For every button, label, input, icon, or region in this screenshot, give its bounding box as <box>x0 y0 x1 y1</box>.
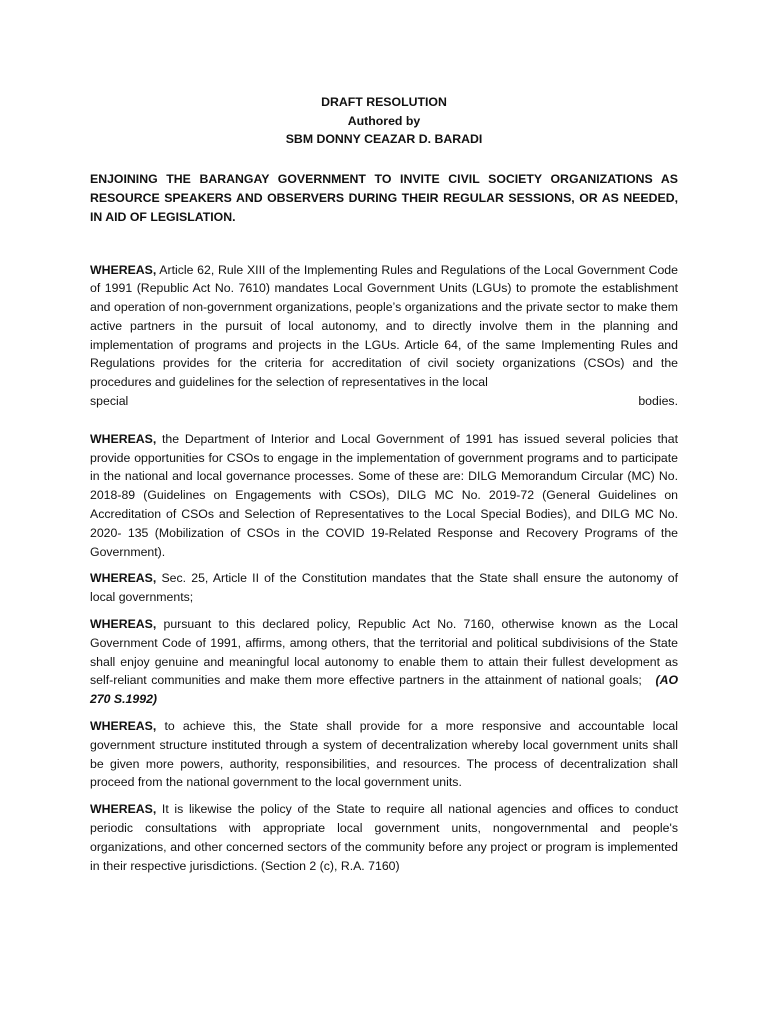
header-authored-by: Authored by <box>347 113 421 128</box>
paragraph-text: Article 62, Rule XIII of the Implementing Rules and Regulations of the Local Government Code of 1991 (Republic Act No. 7610) mandates Local Government Units (LGUs) to promote the establishment and operation of non-government organizations, people’s organizations and the private sector to make them active partners in the pursuit of local autonomy, and to directly involve them in the planning and implementation of programs and projects in the LGUs. Article 64, of the same Implementing Rules and Regulations provides for the criteria for accreditation of civil society organizations (CSOs) and the procedures and guidelines for the selection of representatives in the local <box>90 262 678 390</box>
whereas-paragraph-3 <box>90 569 678 607</box>
resolution-title: ENJOINING THE BARANGAY GOVERNMENT TO INVITE CIVIL SOCIETY ORGANIZATIONS AS RESOURCE SPEAKERS AND OBSERVERS DURING THEIR REGULAR SESSIONS, OR AS NEEDED, IN AID OF LEGISLATION. <box>90 171 678 224</box>
paragraph-tail-line <box>90 392 678 411</box>
whereas-paragraph-4 <box>90 615 678 709</box>
whereas-lead: WHEREAS, <box>90 719 157 734</box>
paragraph-text: pursuant to this declared policy, Republic Act No. 7160, otherwise known as the Local Government Code of 1991, affirms, among others, that the territorial and political subdivisions of the State shall enjoy genuine and meaningful local autonomy to enable them to attain their fullest development as self-reliant communities and make them more effective partners in the attainment of national goals; <box>90 617 678 688</box>
document-header <box>90 93 678 149</box>
header-author-name: SBM DONNY CEAZAR D. BARADI <box>285 132 483 146</box>
whereas-paragraph-5 <box>90 717 678 792</box>
whereas-paragraph-6 <box>90 800 678 875</box>
paragraph-text: It is likewise the policy of the State to require all national agencies and offices to conduct periodic consultations with appropriate local government units, nongovernmental and people's organizations, and other concerned sectors of the community before any project or program is implemented in their respective jurisdictions. (Section 2 (c), R.A. 7160) <box>90 802 678 873</box>
whereas-lead: WHEREAS, <box>90 617 157 632</box>
paragraph-text: the Department of Interior and Local Government of 1991 has issued several policies that provide opportunities for CSOs to engage in the implementation of government programs and to participate in the national and local governance processes. Some of these are: DILG Memorandum Circular (MC) No. 2018-89 (Guidelines on Engagements with CSOs), DILG MC No. 2019-72 (General Guidelines on Accreditation of CSOs and Selection of Representatives to the Local Special Bodies), and DILG MC No. 2020- 135 (Mobilization of CSOs in the COVID 19-Related Response and Recovery Programs of the Government). <box>90 431 678 559</box>
whereas-lead: WHEREAS, <box>90 571 157 586</box>
document-page <box>90 93 678 875</box>
whereas-lead: WHEREAS, <box>90 262 157 277</box>
whereas-paragraph-1 <box>90 261 678 411</box>
paragraph-text: Sec. 25, Article II of the Constitution mandates that the State shall ensure the autonomy of local governments; <box>90 571 678 605</box>
whereas-lead: WHEREAS, <box>90 802 157 817</box>
tail-right-word: bodies. <box>638 394 678 409</box>
whereas-paragraph-2 <box>90 430 678 562</box>
whereas-lead: WHEREAS, <box>90 431 157 446</box>
tail-left-word: special <box>90 394 129 409</box>
header-draft-resolution: DRAFT RESOLUTION <box>321 95 447 109</box>
paragraph-text: to achieve this, the State shall provide for a more responsive and accountable local government structure instituted through a system of decentralization whereby local government units shall be given more powers, authority, responsibilities, and resources. The process of decentralization shall proceed from the national government to the local government units. <box>90 719 678 790</box>
ao-reference-note: (AO 270 S.1992) <box>90 673 679 707</box>
